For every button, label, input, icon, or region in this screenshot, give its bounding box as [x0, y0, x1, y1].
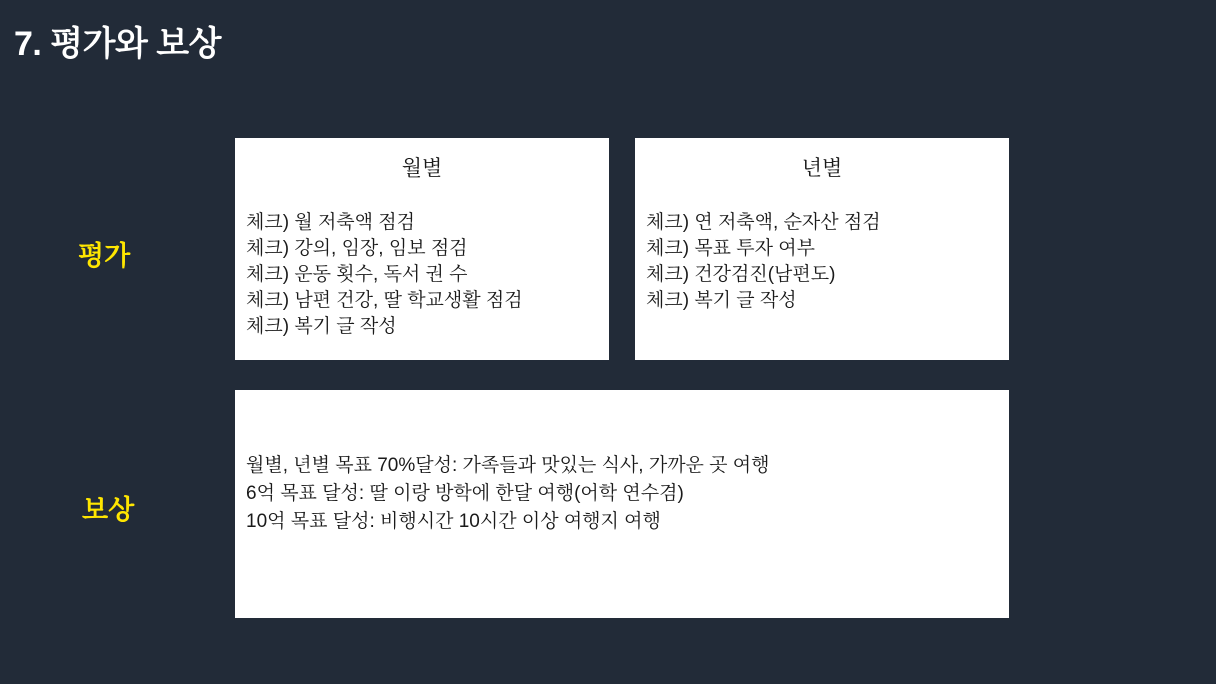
card-yearly	[635, 138, 1009, 360]
list-item: 6억 목표 달성: 딸 이랑 방학에 한달 여행(어학 연수겸)	[246, 483, 684, 504]
list-item: 체크) 남편 건강, 딸 학교생활 점검	[246, 290, 523, 311]
list-item: 체크) 건강검진(남편도)	[646, 264, 836, 285]
list-item: 체크) 복기 글 작성	[646, 290, 797, 311]
page-title: 7. 평가와 보상	[14, 25, 221, 63]
card-reward	[235, 390, 1009, 618]
list-item: 체크) 운동 횟수, 독서 권 수	[246, 264, 468, 285]
card-monthly-heading: 월별	[401, 157, 443, 180]
list-item: 체크) 강의, 임장, 임보 점검	[246, 238, 468, 259]
card-reward-list	[246, 452, 1001, 536]
list-item: 체크) 복기 글 작성	[246, 316, 397, 337]
card-monthly	[235, 138, 609, 360]
card-yearly-list	[646, 210, 1001, 314]
list-item: 10억 목표 달성: 비행시간 10시간 이상 여행지 여행	[246, 511, 661, 532]
list-item: 체크) 연 저축액, 순자산 점검	[646, 212, 881, 233]
list-item: 월별, 년별 목표 70%달성: 가족들과 맛있는 식사, 가까운 곳 여행	[246, 455, 770, 476]
row-label-reward: 보상	[82, 495, 135, 525]
list-item: 체크) 월 저축액 점검	[246, 212, 415, 233]
list-item: 체크) 목표 투자 여부	[646, 238, 815, 259]
card-yearly-heading: 년별	[801, 157, 843, 180]
row-label-evaluation: 평가	[78, 241, 131, 271]
card-monthly-list	[246, 210, 601, 340]
